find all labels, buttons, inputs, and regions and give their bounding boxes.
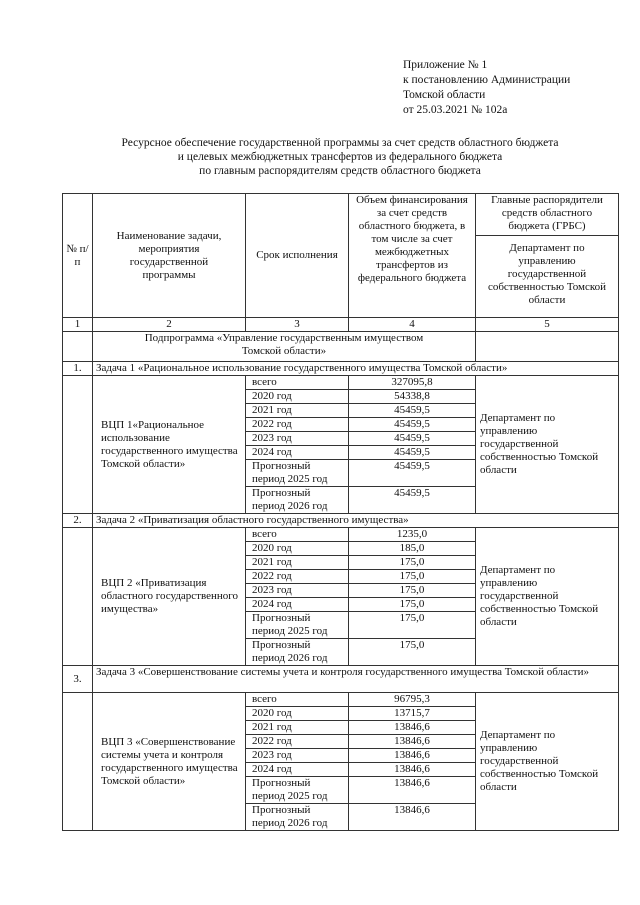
activity-name: ВЦП 1«Рациональное использование государственного имущества Томской области»	[93, 376, 246, 514]
period-cell: 2022 год	[246, 418, 349, 432]
period-cell: Прогнозный период 2025 год	[246, 460, 349, 487]
amount-cell: 13715,7	[349, 707, 476, 721]
activity-name: ВЦП 2 «Приватизация областного государственного имущества»	[93, 528, 246, 666]
amount-cell: 1235,0	[349, 528, 476, 542]
annex-line: Томской области	[403, 89, 486, 101]
amount-cell: 175,0	[349, 570, 476, 584]
amount-cell: 327095,8	[349, 376, 476, 390]
task-number: 2.	[63, 514, 93, 528]
column-number: 4	[349, 318, 476, 332]
period-cell: 2023 год	[246, 432, 349, 446]
header-name: Наименование задачи, мероприятия государственной программы	[93, 194, 246, 318]
period-cell: всего	[246, 693, 349, 707]
task-row	[63, 514, 619, 528]
period-cell: 2022 год	[246, 735, 349, 749]
amount-cell: 13846,6	[349, 749, 476, 763]
title-line: по главным распорядителям средств областного бюджета	[199, 165, 481, 177]
annex-line: от 25.03.2021 № 102а	[403, 104, 508, 116]
period-cell: 2024 год	[246, 446, 349, 460]
amount-cell: 175,0	[349, 556, 476, 570]
period-cell: Прогнозный период 2026 год	[246, 804, 349, 831]
period-cell: 2024 год	[246, 763, 349, 777]
annex-line: к постановлению Администрации	[403, 74, 571, 86]
period-cell: Прогнозный период 2026 год	[246, 487, 349, 514]
amount-cell: 13846,6	[349, 735, 476, 749]
task-number: 1.	[63, 362, 93, 376]
funding-row	[63, 376, 619, 390]
amount-cell: 175,0	[349, 598, 476, 612]
column-number: 1	[63, 318, 93, 332]
amount-cell: 13846,6	[349, 777, 476, 804]
activity-name: ВЦП 3 «Совершенствование системы учета и контроля государственного имущества Томской области»	[93, 693, 246, 831]
header-row	[63, 194, 619, 236]
document-title	[60, 136, 620, 178]
subprogram-row	[63, 332, 619, 362]
period-cell: 2020 год	[246, 542, 349, 556]
title-line: Ресурсное обеспечение государственной программы за счет средств областного бюджета	[121, 137, 559, 149]
subprogram-title: Подпрограмма «Управление государственным имуществом Томской области»	[93, 332, 476, 362]
column-number: 2	[93, 318, 246, 332]
period-cell: 2020 год	[246, 707, 349, 721]
period-cell: 2024 год	[246, 598, 349, 612]
period-cell: 2021 год	[246, 404, 349, 418]
annex-line: Приложение № 1	[403, 59, 488, 71]
column-numbers-row	[63, 318, 619, 332]
header-grbs-department: Департамент по управлению государственной собственностью Томской области	[476, 236, 619, 318]
period-cell: 2023 год	[246, 584, 349, 598]
header-volume: Объем финансирования за счет средств областного бюджета, в том числе за счет межбюджетных трансфертов из федерального бюджета	[349, 194, 476, 318]
period-cell: Прогнозный период 2026 год	[246, 639, 349, 666]
period-cell: 2022 год	[246, 570, 349, 584]
task-title: Задача 2 «Приватизация областного государственного имущества»	[93, 514, 619, 528]
amount-cell: 45459,5	[349, 487, 476, 514]
amount-cell: 13846,6	[349, 763, 476, 777]
amount-cell: 45459,5	[349, 404, 476, 418]
column-number: 5	[476, 318, 619, 332]
amount-cell: 45459,5	[349, 460, 476, 487]
funding-row	[63, 693, 619, 707]
empty-cell	[63, 693, 93, 831]
amount-cell: 13846,6	[349, 804, 476, 831]
empty-cell	[63, 528, 93, 666]
empty-cell	[476, 332, 619, 362]
period-cell: 2021 год	[246, 556, 349, 570]
amount-cell: 54338,8	[349, 390, 476, 404]
amount-cell: 185,0	[349, 542, 476, 556]
funding-row	[63, 528, 619, 542]
task-title: Задача 1 «Рациональное использование государственного имущества Томской области»	[93, 362, 619, 376]
period-cell: всего	[246, 528, 349, 542]
empty-cell	[63, 332, 93, 362]
amount-cell: 45459,5	[349, 418, 476, 432]
resource-table	[62, 193, 619, 831]
task-title: Задача 3 «Совершенствование системы учета и контроля государственного имущества Томской области»	[93, 666, 619, 693]
grbs-cell: Департамент по управлению государственной собственностью Томской области	[476, 376, 619, 514]
header-num: № п/п	[63, 194, 93, 318]
header-grbs: Главные распорядители средств областного бюджета (ГРБС)	[476, 194, 619, 236]
period-cell: 2020 год	[246, 390, 349, 404]
empty-cell	[63, 376, 93, 514]
grbs-cell: Департамент по управлению государственной собственностью Томской области	[476, 693, 619, 831]
annex-block	[403, 58, 570, 118]
amount-cell: 96795,3	[349, 693, 476, 707]
title-line: и целевых межбюджетных трансфертов из федерального бюджета	[177, 151, 503, 163]
amount-cell: 13846,6	[349, 721, 476, 735]
amount-cell: 175,0	[349, 584, 476, 598]
period-cell: всего	[246, 376, 349, 390]
amount-cell: 45459,5	[349, 432, 476, 446]
period-cell: 2023 год	[246, 749, 349, 763]
amount-cell: 175,0	[349, 612, 476, 639]
task-number: 3.	[63, 666, 93, 693]
period-cell: Прогнозный период 2025 год	[246, 777, 349, 804]
amount-cell: 45459,5	[349, 446, 476, 460]
task-row	[63, 362, 619, 376]
period-cell: Прогнозный период 2025 год	[246, 612, 349, 639]
amount-cell: 175,0	[349, 639, 476, 666]
grbs-cell: Департамент по управлению государственной собственностью Томской области	[476, 528, 619, 666]
period-cell: 2021 год	[246, 721, 349, 735]
header-term: Срок исполнения	[246, 194, 349, 318]
task-row	[63, 666, 619, 693]
column-number: 3	[246, 318, 349, 332]
